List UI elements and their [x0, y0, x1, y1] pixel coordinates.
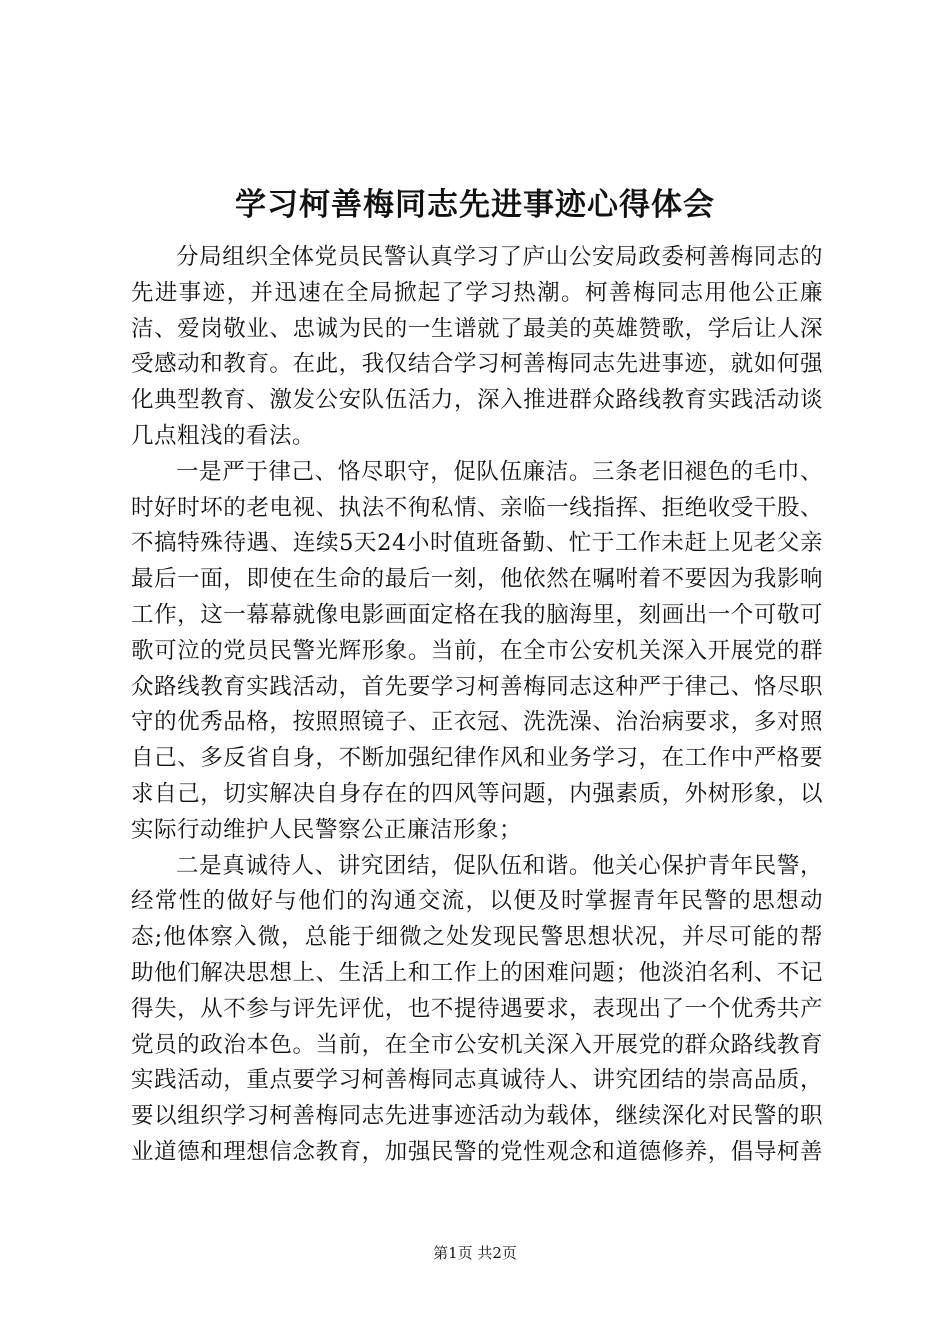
paragraph-point-two: 二是真诚待人、讲究团结，促队伍和谐。他关心保护青年民警，经常性的做好与他们的沟通交流，以便及时掌握青年民警的思想动态;他体察入微，总能于细微之处发现民警思想状况，并尽可能的帮助他们解决思想上、生活上和工作上的困难问题；他淡泊名利、不记得失，从不参与评先评优，也不提待遇要求，表现出了一个优秀共产党员的政治本色。当前，在全市公安机关深入开展党的群众路线教育实践活动，重点要学习柯善梅同志真诚待人、讲究团结的崇高品质，要以组织学习柯善梅同志先进事迹活动为载体，继续深化对民警的职业道德和理想信念教育，加强民警的党性观念和道德修养，倡导柯善 — [131, 852, 823, 1165]
paragraph-point-one: 一是严于律己、恪尽职守，促队伍廉洁。三条老旧褪色的毛巾、时好时坏的老电视、执法不徇私情、亲临一线指挥、拒绝收受干股、不搞特殊待遇、连续5天24小时值班备勤、忙于工作未赶上见老父亲最后一面，即使在生命的最后一刻，他依然在嘱咐着不要因为我影响工作，这一幕幕就像电影画面定格在我的脑海里，刻画出一个可敬可歌可泣的党员民警光辉形象。当前，在全市公安机关深入开展党的群众路线教育实践活动，首先要学习柯善梅同志这种严于律己、恪尽职守的优秀品格，按照照镜子、正衣冠、洗洗澡、治治病要求，多对照自己、多反省自身，不断加强纪律作风和业务学习，在工作中严格要求自己，切实解决自身存在的四风等问题，内强素质，外树形象，以实际行动维护人民警察公正廉洁形象； — [131, 458, 823, 843]
paragraph-intro: 分局组织全体党员民警认真学习了庐山公安局政委柯善梅同志的先进事迹，并迅速在全局掀起了学习热潮。柯善梅同志用他公正廉洁、爱岗敬业、忠诚为民的一生谱就了最美的英雄赞歌，学后让人深受感动和教育。在此，我仅结合学习柯善梅同志先进事迹，就如何强化典型教育、激发公安队伍活力，深入推进群众路线教育实践活动谈几点粗浅的看法。 — [131, 244, 823, 449]
document-title: 学习柯善梅同志先进事迹心得体会 — [235, 187, 715, 223]
document-body — [131, 240, 823, 1175]
page-footer: 第1页 共2页 — [433, 1244, 517, 1262]
